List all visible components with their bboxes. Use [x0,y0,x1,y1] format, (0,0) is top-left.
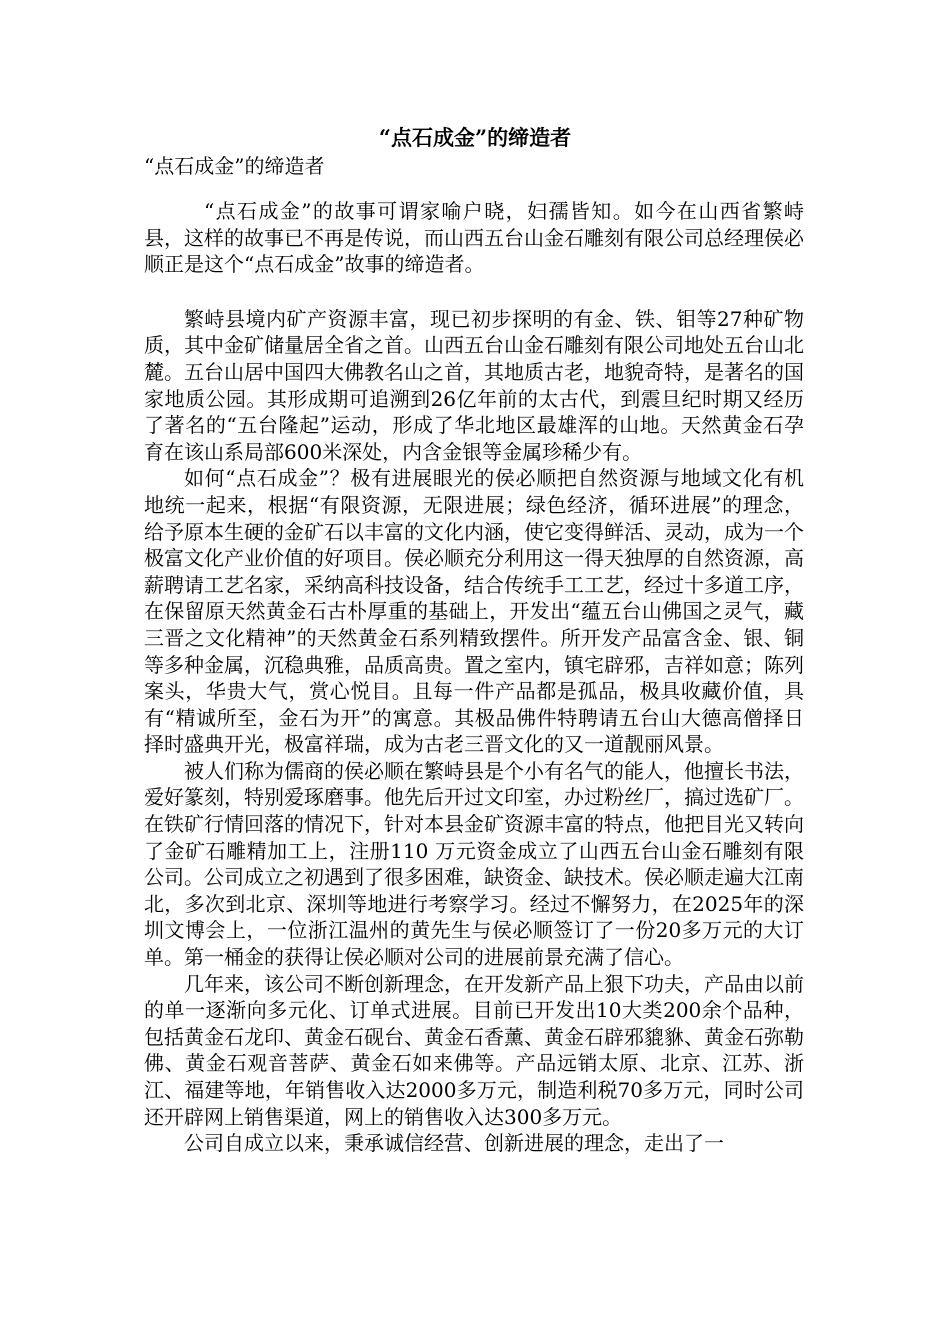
paragraph: 如何“点石成金”？极有进展眼光的侯必顺把自然资源与地域文化有机地统一起来，根据“有限资源，无限进展；绿色经济，循环进展”的理念，给予原本生硬的金矿石以丰富的文化内涵，使它变得鲜活、灵动，成为一个极富文化产业价值的好项目。侯必顺充分利用这一得天独厚的自然资源，高薪聘请工艺名家，采纳高科技设备，结合传统手工工艺，经过十多道工序，在保留原天然黄金石古朴厚重的基础上，开发出“蕴五台山佛国之灵气，藏三晋之文化精神”的天然黄金石系列精致摆件。所开发产品富含金、银、铜等多种金属，沉稳典雅，品质高贵。置之室内，镇宅辟邪，吉祥如意；陈列案头，华贵大气，赏心悦目。且每一件产品都是孤品，极具收藏价值，具有“精诚所至，金石为开”的寓意。其极品佛件特聘请五台山大德高僧择日择时盛典开光，极富祥瑞，成为古老三晋文化的又一道靓丽风景。 [144,466,804,757]
document-body [144,198,804,1157]
paragraph: 几年来，该公司不断创新理念，在开发新产品上狠下功夫，产品由以前的单一逐渐向多元化、订单式进展。目前已开发出10大类200余个品种，包括黄金石龙印、黄金石砚台、黄金石香薰、黄金石辟邪貔貅、黄金石弥勒佛、黄金石观音菩萨、黄金石如来佛等。产品远销太原、北京、江苏、浙江、福建等地，年销售收入达2000多万元，制造利税70多万元，同时公司还开辟网上销售渠道，网上的销售收入达300多万元。 [144,971,804,1129]
document-subtitle: “点石成金”的缔造者 [144,154,325,178]
paragraph: 繁峙县境内矿产资源丰富，现已初步探明的有金、铁、钼等27种矿物质，其中金矿储量居全省之首。山西五台山金石雕刻有限公司地处五台山北麓。五台山居中国四大佛教名山之首，其地质古老，地貌奇特，是著名的国家地质公园。其形成期可追溯到26亿年前的太古代，到震旦纪时期又经历了著名的“五台隆起”运动，形成了华北地区最雄浑的山地。天然黄金石孕育在该山系局部600米深处，内含金银等金属珍稀少有。 [144,306,804,464]
paragraph-spacer [144,278,804,306]
paragraph: 被人们称为儒商的侯必顺在繁峙县是个小有名气的能人，他擅长书法，爱好篆刻，特别爱琢磨事。他先后开过文印室，办过粉丝厂，搞过选矿厂。在铁矿行情回落的情况下，针对本县金矿资源丰富的特点，他把目光又转向了金矿石雕精加工上，注册110 万元资金成立了山西五台山金石雕刻有限公司。公司成立之初遇到了很多困难，缺资金、缺技术。侯必顺走遍大江南北，多次到北京、深圳等地进行考察学习。经过不懈努力，在2025年的深圳文博会上，一位浙江温州的黄先生与侯必顺签订了一份20多万元的大订单。第一桶金的获得让侯必顺对公司的进展前景充满了信心。 [144,758,804,970]
document-title: “点石成金”的缔造者 [378,125,572,150]
paragraph: 公司自成立以来，秉承诚信经营、创新进展的理念，走出了一 [184,1131,724,1156]
paragraph: “点石成金”的故事可谓家喻户晓，妇孺皆知。如今在山西省繁峙县，这样的故事已不再是传说，而山西五台山金石雕刻有限公司总经理侯必顺正是这个“点石成金”故事的缔造者。 [144,199,804,277]
